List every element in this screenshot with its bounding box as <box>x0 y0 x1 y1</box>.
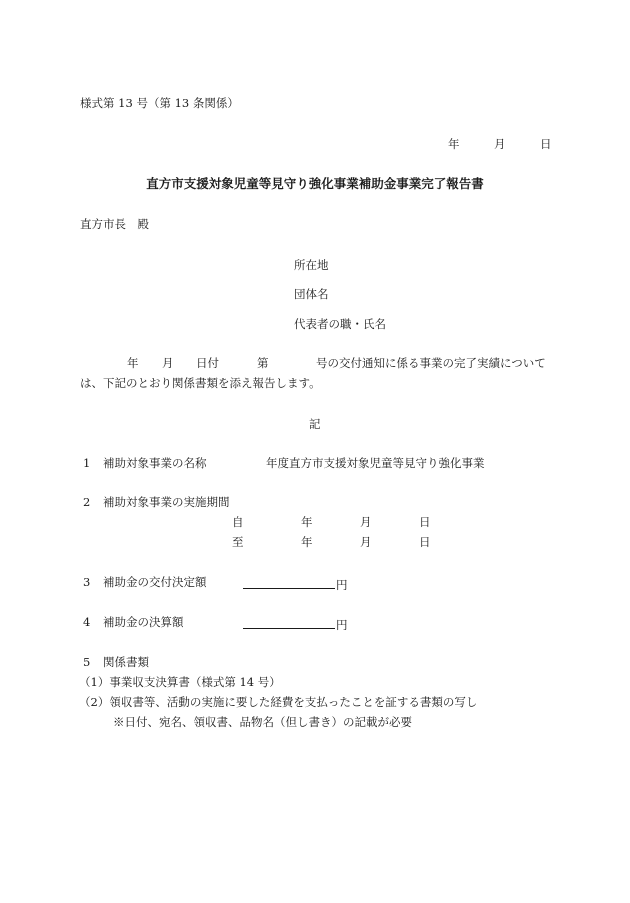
date-year-label: 年 <box>448 137 460 151</box>
item4-unit: 円 <box>336 618 348 632</box>
period-from-prefix: 自 <box>232 515 244 529</box>
period-to-day: 日 <box>419 535 431 549</box>
date-day-label: 日 <box>540 137 552 151</box>
document-item-2: （2）領収書等、活動の実施に要した経費を支払ったことを証する書類の写し <box>79 695 478 709</box>
item5-label: 関係書類 <box>103 655 149 669</box>
body-dai-label: 第 <box>257 356 269 370</box>
period-from-month: 月 <box>360 515 372 529</box>
item3-number: 3 <box>83 575 91 589</box>
document-item-1: （1）事業収支決算書（様式第 14 号） <box>79 675 281 689</box>
item3-amount-field <box>243 577 348 592</box>
body-line2-text: は、下記のとおり関係書類を添え報告します。 <box>80 376 321 390</box>
addressee: 直方市長 殿 <box>80 217 149 231</box>
item3-label: 補助金の交付決定額 <box>103 575 207 589</box>
item2-label: 補助対象事業の実施期間 <box>103 495 230 509</box>
item3-unit: 円 <box>336 578 348 592</box>
document-title: 直方市支援対象児童等見守り強化事業補助金事業完了報告書 <box>146 176 484 191</box>
item2-number: 2 <box>83 495 91 509</box>
item4-amount-blank <box>243 617 335 629</box>
item4-label: 補助金の決算額 <box>103 615 184 629</box>
period-to-month: 月 <box>360 535 372 549</box>
applicant-representative-label: 代表者の職・氏名 <box>294 317 386 331</box>
document-note: ※日付、宛名、領収書、品物名（但し書き）の記載が必要 <box>113 715 412 729</box>
body-month-label: 月 <box>162 356 174 370</box>
item3-amount-blank <box>243 577 335 589</box>
body-year-label: 年 <box>127 356 139 370</box>
date-month-label: 月 <box>494 137 506 151</box>
item4-number: 4 <box>83 615 91 629</box>
ki-heading: 記 <box>309 417 321 431</box>
body-line1-text: 号の交付通知に係る事業の完了実績について <box>316 356 546 370</box>
item1-value: 年度直方市支援対象児童等見守り強化事業 <box>266 456 485 470</box>
period-from-day: 日 <box>419 515 431 529</box>
item4-amount-field <box>243 617 348 632</box>
item1-number: 1 <box>83 456 91 470</box>
item5-number: 5 <box>83 655 91 669</box>
applicant-address-label: 所在地 <box>294 258 329 272</box>
item1-label: 補助対象事業の名称 <box>103 456 207 470</box>
applicant-organization-label: 団体名 <box>294 287 329 301</box>
period-from-year: 年 <box>301 515 313 529</box>
period-to-prefix: 至 <box>232 535 244 549</box>
period-to-year: 年 <box>301 535 313 549</box>
body-day-label: 日付 <box>196 356 219 370</box>
form-number: 様式第 13 号（第 13 条関係） <box>80 96 239 110</box>
